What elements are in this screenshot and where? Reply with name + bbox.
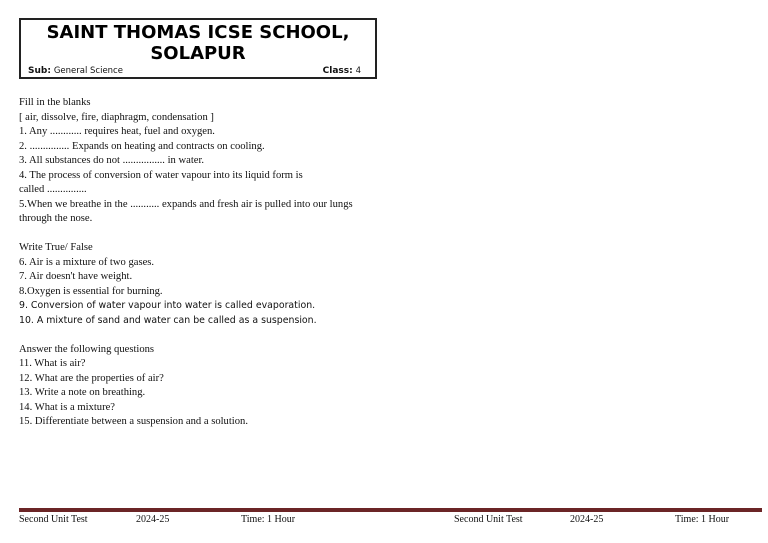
section-title-answer-questions: Answer the following questions <box>19 343 155 355</box>
question-3: 3. All substances do not ................ in water. <box>19 155 205 166</box>
question-11: 11. What is air? <box>19 358 86 369</box>
question-4-line-1: 4. The process of conversion of water vapour into its liquid form is <box>19 169 303 181</box>
question-15: 15. Differentiate between a suspension and a solution. <box>19 416 248 427</box>
subject-value: General Science <box>53 66 123 76</box>
section-title-true-false: Write True/ False <box>19 242 93 253</box>
question-paper-body <box>19 96 439 430</box>
school-header-box <box>19 18 377 79</box>
question-7: 7. Air doesn't have weight. <box>19 271 133 282</box>
question-9: 9. Conversion of water vapour into water is called evaporation. <box>19 300 316 311</box>
question-8: 8.Oxygen is essential for burning. <box>19 285 163 297</box>
question-12: 12. What are the properties of air? <box>19 372 164 384</box>
question-6: 6. Air is a mixture of two gases. <box>19 256 155 268</box>
footer-right-year: 2024-25 <box>570 514 604 525</box>
question-14: 14. What is a mixture? <box>19 401 116 413</box>
subject-label: Sub: <box>28 66 51 76</box>
question-2: 2. ............... Expands on heating and contracts on cooling. <box>19 140 265 152</box>
school-name: SAINT THOMAS ICSE SCHOOL, SOLAPUR <box>46 22 350 64</box>
footer-left-time: Time: 1 Hour <box>241 514 296 525</box>
section-spacer <box>19 328 439 343</box>
subject-line <box>28 66 123 77</box>
section-spacer <box>19 227 439 242</box>
footer-rule <box>19 508 762 512</box>
question-10: 10. A mixture of sand and water can be called as a suspension. <box>19 314 317 326</box>
section-title-fill-blanks: Fill in the blanks <box>19 97 91 108</box>
footer-left-year: 2024-25 <box>136 514 170 525</box>
question-5-line-1: 5.When we breathe in the ........... expands and fresh air is pulled into our lungs <box>19 198 353 210</box>
question-13: 13. Write a note on breathing. <box>19 387 146 398</box>
word-bank: [ air, dissolve, fire, diaphragm, condensation ] <box>19 111 214 123</box>
question-5-line-2: through the nose. <box>19 213 93 224</box>
class-value: 4 <box>355 66 361 76</box>
question-1: 1. Any ............ requires heat, fuel and oxygen. <box>19 126 215 137</box>
footer-right-time: Time: 1 Hour <box>675 514 730 525</box>
question-4-line-2: called ............... <box>19 184 87 195</box>
footer-left-test-name: Second Unit Test <box>19 514 88 525</box>
footer-right-test-name: Second Unit Test <box>454 514 523 525</box>
class-line <box>323 66 361 77</box>
class-label: Class: <box>322 66 353 76</box>
